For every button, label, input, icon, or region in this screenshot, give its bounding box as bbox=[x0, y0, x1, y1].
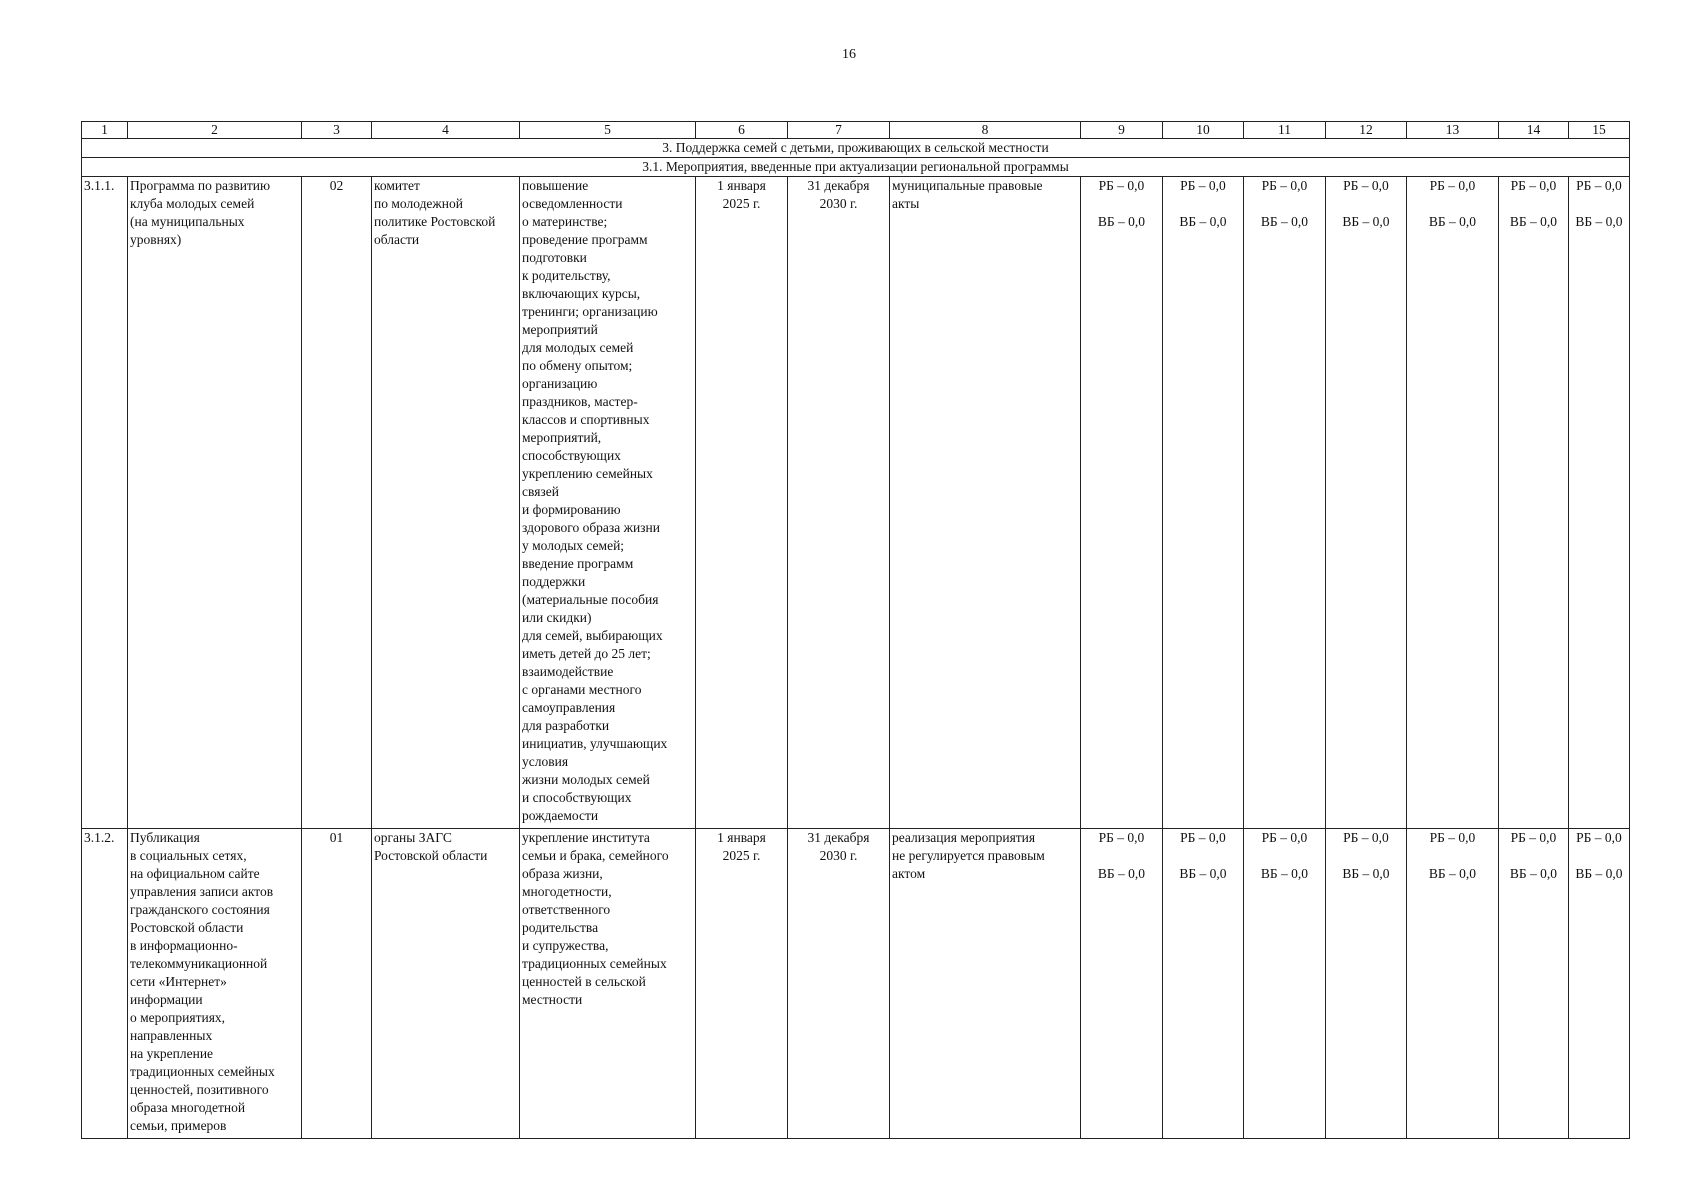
funding-vb: ВБ – 0,0 bbox=[1575, 214, 1623, 229]
measure-start-date: 1 января 2025 г. bbox=[696, 177, 788, 829]
funding-vb: ВБ – 0,0 bbox=[1575, 866, 1623, 881]
funding-vb: ВБ – 0,0 bbox=[1179, 866, 1227, 881]
column-number: 14 bbox=[1499, 122, 1569, 139]
column-number: 3 bbox=[302, 122, 372, 139]
subsection-row bbox=[82, 158, 1630, 177]
program-table bbox=[81, 121, 1630, 1139]
funding-vb: ВБ – 0,0 bbox=[1428, 214, 1477, 229]
measure-col3: 02 bbox=[302, 177, 372, 829]
column-number: 13 bbox=[1407, 122, 1499, 139]
funding-rb: РБ – 0,0 bbox=[1576, 178, 1622, 193]
funding-rb: РБ – 0,0 bbox=[1261, 830, 1308, 845]
funding-cell bbox=[1244, 829, 1326, 1139]
column-number: 10 bbox=[1163, 122, 1244, 139]
funding-cell bbox=[1407, 177, 1499, 829]
column-number: 12 bbox=[1326, 122, 1407, 139]
measure-end-date: 31 декабря 2030 г. bbox=[788, 177, 890, 829]
funding-rb: РБ – 0,0 bbox=[1261, 178, 1308, 193]
funding-vb: ВБ – 0,0 bbox=[1097, 866, 1146, 881]
section-title: 3. Поддержка семей с детьми, проживающих в сельской местности bbox=[82, 139, 1630, 158]
measure-start-date: 1 января 2025 г. bbox=[696, 829, 788, 1139]
funding-cell bbox=[1081, 177, 1163, 829]
funding-cell bbox=[1163, 829, 1244, 1139]
page-number: 16 bbox=[842, 47, 856, 62]
funding-cell bbox=[1326, 829, 1407, 1139]
funding-cell bbox=[1163, 177, 1244, 829]
measure-code: 3.1.1. bbox=[82, 177, 128, 829]
column-number: 11 bbox=[1244, 122, 1326, 139]
funding-cell bbox=[1244, 177, 1326, 829]
funding-cell bbox=[1569, 829, 1630, 1139]
funding-cell bbox=[1499, 829, 1569, 1139]
funding-cell bbox=[1569, 177, 1630, 829]
column-number: 6 bbox=[696, 122, 788, 139]
measure-result: укрепление института семьи и брака, семейного образа жизни, многодетности, ответственного родительства и супружества, традиционных семейных ценностей в сельской местности bbox=[520, 829, 696, 1139]
subsection-title: 3.1. Мероприятия, введенные при актуализации региональной программы bbox=[82, 158, 1630, 177]
column-number: 7 bbox=[788, 122, 890, 139]
measure-end-date: 31 декабря 2030 г. bbox=[788, 829, 890, 1139]
funding-vb: ВБ – 0,0 bbox=[1509, 214, 1558, 229]
measure-name: Программа по развитию клуба молодых семей (на муниципальных уровнях) bbox=[128, 177, 302, 829]
measure-name: Публикация в социальных сетях, на официальном сайте управления записи актов гражданского состояния Ростовской области в информационно- телекоммуникационной сети «Интернет» информации о мероприятиях, направленных на укрепление традиционных семейных ценностей, позитивного образа многодетной семьи, примеров bbox=[128, 829, 302, 1139]
funding-cell bbox=[1081, 829, 1163, 1139]
funding-cell bbox=[1326, 177, 1407, 829]
funding-rb: РБ – 0,0 bbox=[1510, 830, 1557, 845]
table-row bbox=[82, 829, 1630, 1139]
measure-executor: органы ЗАГС Ростовской области bbox=[372, 829, 520, 1139]
funding-vb: ВБ – 0,0 bbox=[1179, 214, 1227, 229]
funding-rb: РБ – 0,0 bbox=[1429, 830, 1476, 845]
column-number: 1 bbox=[82, 122, 128, 139]
funding-rb: РБ – 0,0 bbox=[1180, 178, 1226, 193]
measure-result: повышение осведомленности о материнстве; проведение программ подготовки к родительству, включающих курсы, тренинги; организацию мероприятий для молодых семей по обмену опытом; организацию праздников, мастер- классов и спортивных мероприятий, способствующих укреплению семейных связей и формированию здорового образа жизни у молодых семей; введение программ поддержки (материальные пособия или скидки) для семей, выбирающих иметь детей до 25 лет; взаимодействие с органами местного самоуправления для разработки инициатив, улучшающих условия жизни молодых семей и способствующих рождаемости bbox=[520, 177, 696, 829]
funding-rb: РБ – 0,0 bbox=[1098, 830, 1145, 845]
measure-legal-acts: муниципальные правовые акты bbox=[890, 177, 1081, 829]
funding-cell bbox=[1499, 177, 1569, 829]
funding-rb: РБ – 0,0 bbox=[1429, 178, 1476, 193]
measure-legal-acts: реализация мероприятия не регулируется правовым актом bbox=[890, 829, 1081, 1139]
funding-rb: РБ – 0,0 bbox=[1576, 830, 1622, 845]
column-number: 4 bbox=[372, 122, 520, 139]
funding-vb: ВБ – 0,0 bbox=[1342, 214, 1390, 229]
funding-vb: ВБ – 0,0 bbox=[1260, 214, 1309, 229]
section-row bbox=[82, 139, 1630, 158]
column-number: 15 bbox=[1569, 122, 1630, 139]
funding-rb: РБ – 0,0 bbox=[1098, 178, 1145, 193]
funding-rb: РБ – 0,0 bbox=[1343, 830, 1389, 845]
column-number: 2 bbox=[128, 122, 302, 139]
column-number: 5 bbox=[520, 122, 696, 139]
table-row bbox=[82, 177, 1630, 829]
column-number-row bbox=[82, 122, 1630, 139]
funding-rb: РБ – 0,0 bbox=[1343, 178, 1389, 193]
measure-executor: комитет по молодежной политике Ростовской области bbox=[372, 177, 520, 829]
funding-vb: ВБ – 0,0 bbox=[1097, 214, 1146, 229]
funding-rb: РБ – 0,0 bbox=[1180, 830, 1226, 845]
funding-vb: ВБ – 0,0 bbox=[1509, 866, 1558, 881]
measure-code: 3.1.2. bbox=[82, 829, 128, 1139]
funding-cell bbox=[1407, 829, 1499, 1139]
funding-vb: ВБ – 0,0 bbox=[1342, 866, 1390, 881]
funding-rb: РБ – 0,0 bbox=[1510, 178, 1557, 193]
measure-col3: 01 bbox=[302, 829, 372, 1139]
funding-vb: ВБ – 0,0 bbox=[1428, 866, 1477, 881]
column-number: 8 bbox=[890, 122, 1081, 139]
funding-vb: ВБ – 0,0 bbox=[1260, 866, 1309, 881]
column-number: 9 bbox=[1081, 122, 1163, 139]
